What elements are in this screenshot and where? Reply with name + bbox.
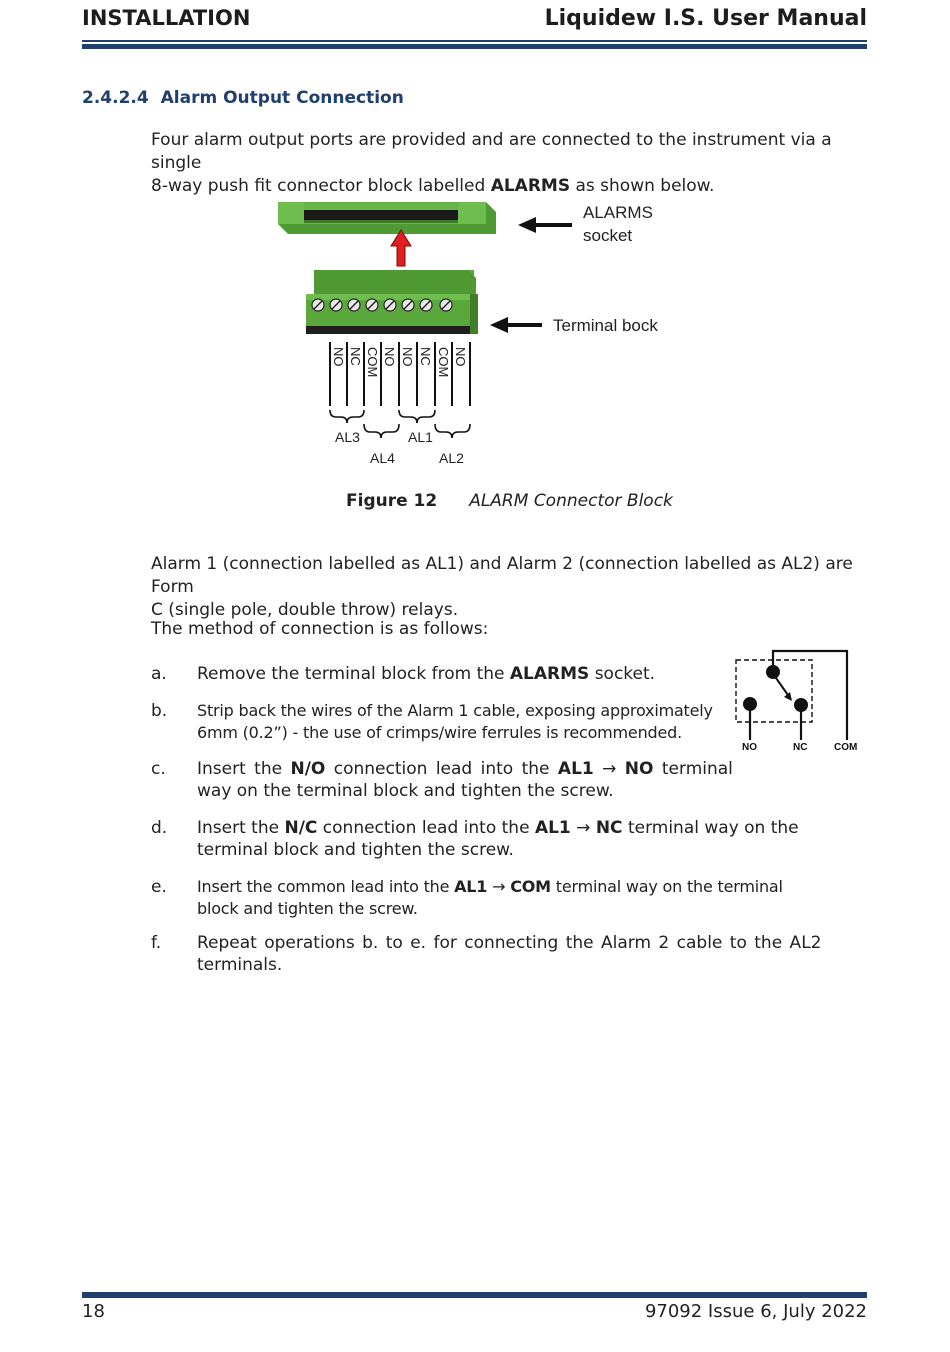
step-letter: d. (151, 818, 168, 838)
block-pointer-arrow-icon (490, 317, 542, 333)
arrow-icon: → (487, 877, 511, 896)
pin-label: COM (365, 347, 380, 378)
relay-com-label: COM (834, 742, 858, 753)
step-text-part: Insert the (197, 818, 285, 838)
step-letter: b. (151, 701, 168, 721)
figure-caption (346, 491, 673, 511)
step-bold: N/O (290, 759, 326, 779)
header-manual-title: Liquidew I.S. User Manual (544, 6, 867, 31)
figure-number: Figure 12 (346, 491, 438, 511)
step-line: block and tighten the screw. (197, 899, 418, 918)
intro-line-1: Four alarm output ports are provided and are connected to the instrument via a single (151, 130, 832, 173)
step-text-part: Insert the (197, 759, 291, 779)
step-text-part: terminal (653, 759, 733, 779)
header-rule (82, 40, 867, 42)
relay-schematic (730, 645, 865, 755)
terminal-block-label: Terminal bock (553, 316, 658, 335)
step-line: terminal block and tighten the screw. (197, 840, 514, 860)
method-intro: The method of connection is as follows: (151, 619, 489, 639)
section-number: 2.4.2.4 (82, 88, 149, 108)
arrow-icon: → (593, 759, 625, 779)
relay-description-line-1: Alarm 1 (connection labelled as AL1) and Alarm 2 (connection labelled as AL2) are Form (151, 554, 853, 597)
step-text-part: terminal way on the terminal (550, 877, 783, 896)
step-line (197, 817, 802, 839)
arrow-icon: → (570, 818, 596, 838)
step-text (197, 663, 655, 685)
step-text-part: Insert the common lead into the (197, 877, 455, 896)
step-line: terminals. (197, 955, 283, 975)
step-text (197, 817, 802, 861)
step-line: Repeat operations b. to e. for connecting the Alarm 2 cable to the AL2 (197, 933, 822, 953)
socket-label-line-2: socket (583, 226, 633, 245)
step-text-part: connection lead into the (317, 818, 535, 838)
step-letter: f. (151, 933, 162, 953)
step-bold: AL1 (557, 759, 594, 779)
step-bold: AL1 (534, 818, 571, 838)
step-text (197, 932, 822, 976)
alarm-connector-diagram (270, 192, 690, 477)
step-bold: N/C (284, 818, 318, 838)
pin-label: NC (418, 347, 433, 366)
step-text-part: Remove the terminal block from the (197, 664, 510, 684)
pin-label: NC (348, 347, 363, 366)
figure-title: ALARM Connector Block (469, 491, 673, 511)
step-text-part: terminal way on the (622, 818, 799, 838)
relay-nc-label: NC (793, 742, 808, 753)
intro-text-end: as shown below. (570, 176, 715, 196)
section-heading (82, 88, 404, 108)
group-label-al1: AL1 (408, 429, 433, 445)
relay-description (151, 553, 867, 622)
document-issue: 97092 Issue 6, July 2022 (644, 1301, 867, 1322)
relay-description-line-2: C (single pole, double throw) relays. (151, 600, 459, 620)
socket-pointer-arrow-icon (518, 217, 572, 233)
group-label-al4: AL4 (370, 450, 395, 466)
step-bold: COM (510, 877, 551, 896)
insert-arrow-icon (391, 230, 411, 266)
step-text-part: connection lead into the (325, 759, 558, 779)
step-text (197, 700, 727, 744)
pin-label: COM (436, 347, 451, 378)
step-line (197, 758, 733, 780)
footer-rule (82, 1292, 867, 1298)
relay-no-label: NO (742, 742, 757, 753)
group-label-al2: AL2 (439, 450, 464, 466)
step-bold: ALARMS (509, 664, 590, 684)
socket-label-line-1: ALARMS (583, 203, 653, 222)
step-letter: c. (151, 759, 166, 779)
step-text (197, 758, 733, 802)
step-bold: NC (595, 818, 623, 838)
pin-label: NO (382, 347, 397, 367)
step-bold: AL1 (454, 877, 488, 896)
page-number: 18 (82, 1301, 105, 1322)
section-title: Alarm Output Connection (160, 88, 404, 108)
step-text-part: socket. (589, 664, 656, 684)
step-bold: NO (624, 759, 654, 779)
step-line (197, 876, 802, 898)
step-letter: a. (151, 664, 167, 684)
step-line: 6mm (0.2”) - the use of crimps/wire ferrules is recommended. (197, 723, 682, 742)
step-text (197, 876, 802, 920)
step-line: way on the terminal block and tighten the screw. (197, 781, 614, 801)
step-letter: e. (151, 877, 167, 897)
group-labels (335, 429, 464, 466)
intro-alarms-bold: ALARMS (490, 176, 571, 196)
step-line: Strip back the wires of the Alarm 1 cable, exposing approximately (197, 701, 713, 720)
header-section-title: INSTALLATION (82, 6, 251, 30)
intro-text: 8-way push fit connector block labelled (151, 176, 491, 196)
alarms-socket (278, 202, 496, 234)
pin-label: NO (453, 347, 468, 367)
group-label-al3: AL3 (335, 429, 360, 445)
pin-label: NO (331, 347, 346, 367)
pin-label: NO (400, 347, 415, 367)
intro-paragraph (151, 129, 867, 198)
header-rule-thick (82, 44, 867, 49)
